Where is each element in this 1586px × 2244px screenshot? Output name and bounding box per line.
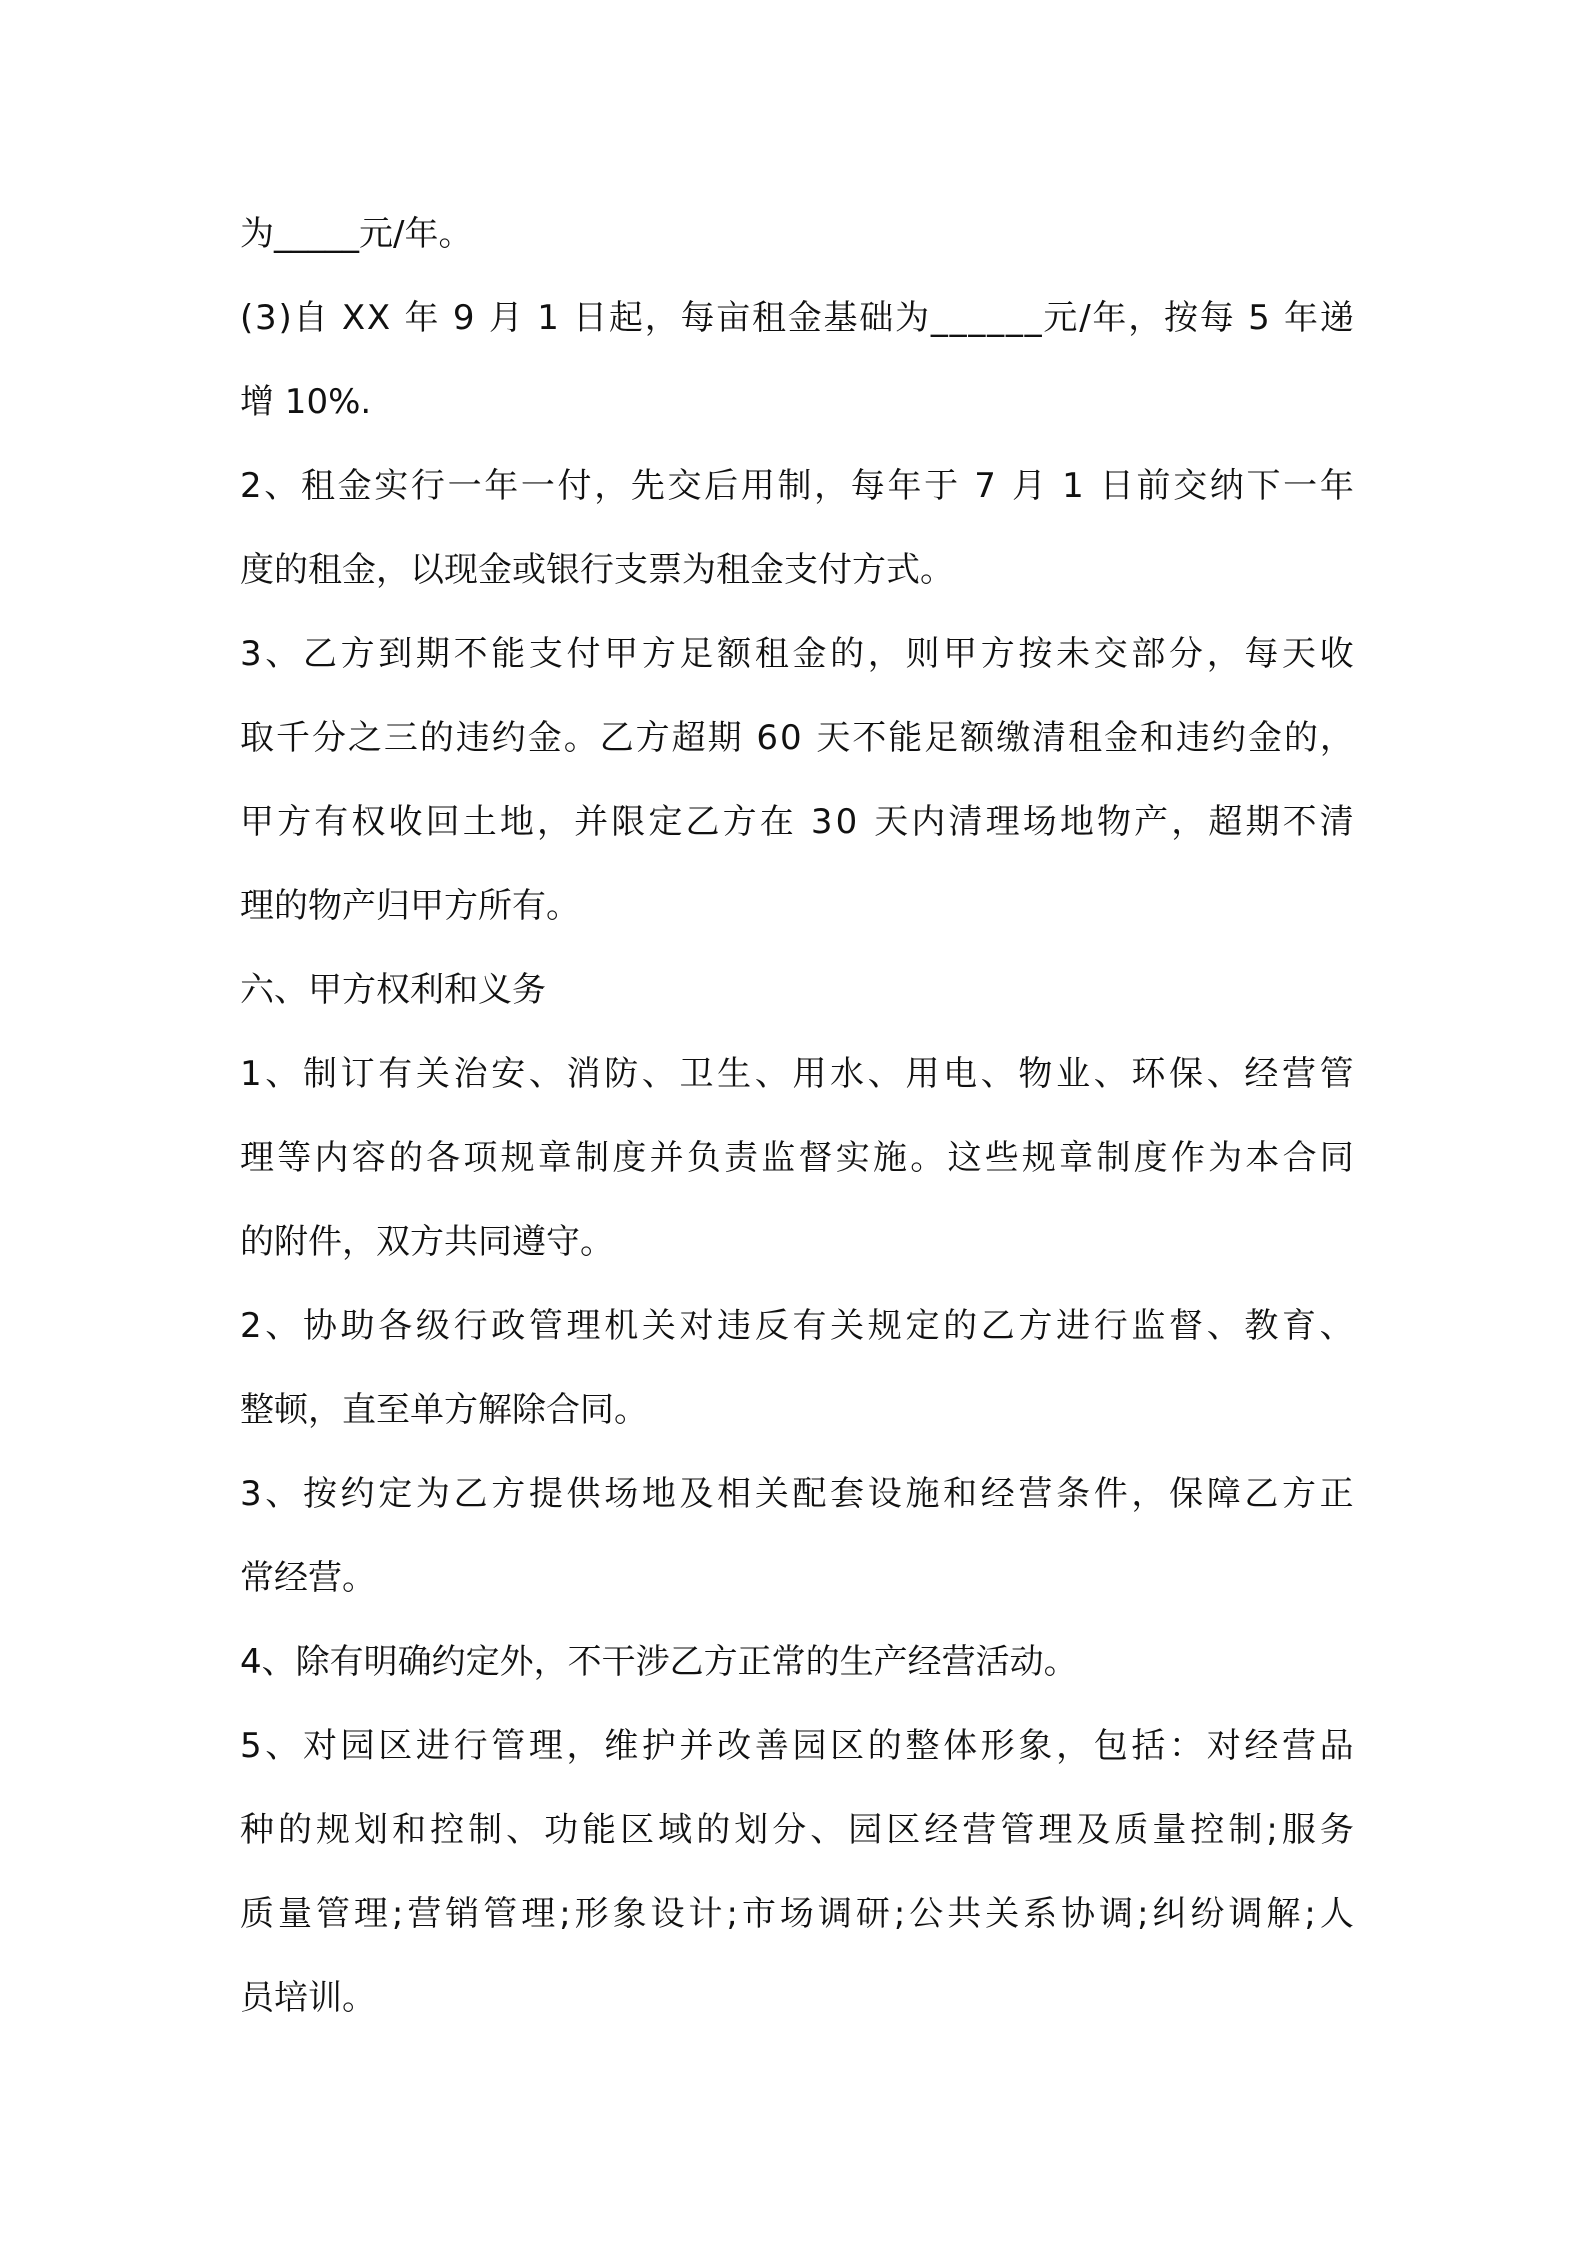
text-line: 理 等 内 容 的 各 项 规 章 制 度 并 负 责 监 督 实 施 。 这 些 规 章 制 度 作 为 本 合 同 — [240, 1138, 1354, 1178]
text-line: 理的物产归甲方所有。 — [240, 886, 580, 926]
text-line: 质 量 管 理 ; 营 销 管 理 ; 形 象 设 计 ; 市 场 调 研 ; 公 共 关 系 协 调 ; 纠 纷 调 解 ; 人 — [240, 1894, 1354, 1934]
text-line: 度的租金，以现金或银行支票为租金支付方式。 — [240, 550, 954, 590]
text-line: 为_____元/年。 — [240, 214, 473, 254]
document-body — [240, 192, 1354, 2040]
text-line: 种 的 规 划 和 控 制 、 功 能 区 域 的 划 分 、 园 区 经 营 管 理 及 质 量 控 制 ; 服 务 — [240, 1810, 1354, 1850]
text-line: 4、除有明确约定外，不干涉乙方正常的生产经营活动。 — [240, 1642, 1078, 1682]
text-line: ( 3 ) 自 X X 年 9 月 1 日 起 ， 每 亩 租 金 基 础 为 _ _ _ _ _ _ 元 / 年 ， 按 每 5 年 递 — [240, 298, 1354, 338]
text-line: 整顿，直至单方解除合同。 — [240, 1390, 648, 1430]
text-line: 甲 方 有 权 收 回 土 地 ， 并 限 定 乙 方 在 3 0 天 内 清 理 场 地 物 产 ， 超 期 不 清 — [240, 802, 1354, 842]
text-line: 2 、 协 助 各 级 行 政 管 理 机 关 对 违 反 有 关 规 定 的 乙 方 进 行 监 督 、 教 育 、 — [240, 1306, 1354, 1346]
text-line: 员培训。 — [240, 1978, 376, 2018]
text-line: 2 、 租 金 实 行 一 年 一 付 ， 先 交 后 用 制 ， 每 年 于 7 月 1 日 前 交 纳 下 一 年 — [240, 466, 1354, 506]
text-line: 3 、 乙 方 到 期 不 能 支 付 甲 方 足 额 租 金 的 ， 则 甲 方 按 未 交 部 分 ， 每 天 收 — [240, 634, 1354, 674]
text-line: 取 千 分 之 三 的 违 约 金 。 乙 方 超 期 6 0 天 不 能 足 额 缴 清 租 金 和 违 约 金 的 ， — [240, 718, 1354, 758]
text-line: 5 、 对 园 区 进 行 管 理 ， 维 护 并 改 善 园 区 的 整 体 形 象 ， 包 括 ： 对 经 营 品 — [240, 1726, 1354, 1766]
text-line: 常经营。 — [240, 1558, 376, 1598]
section-heading: 六、甲方权利和义务 — [240, 970, 546, 1010]
text-line: 增 10%. — [240, 382, 372, 422]
text-line: 的附件，双方共同遵守。 — [240, 1222, 614, 1262]
text-line: 3 、 按 约 定 为 乙 方 提 供 场 地 及 相 关 配 套 设 施 和 经 营 条 件 ， 保 障 乙 方 正 — [240, 1474, 1354, 1514]
text-line: 1 、 制 订 有 关 治 安 、 消 防 、 卫 生 、 用 水 、 用 电 、 物 业 、 环 保 、 经 营 管 — [240, 1054, 1354, 1094]
